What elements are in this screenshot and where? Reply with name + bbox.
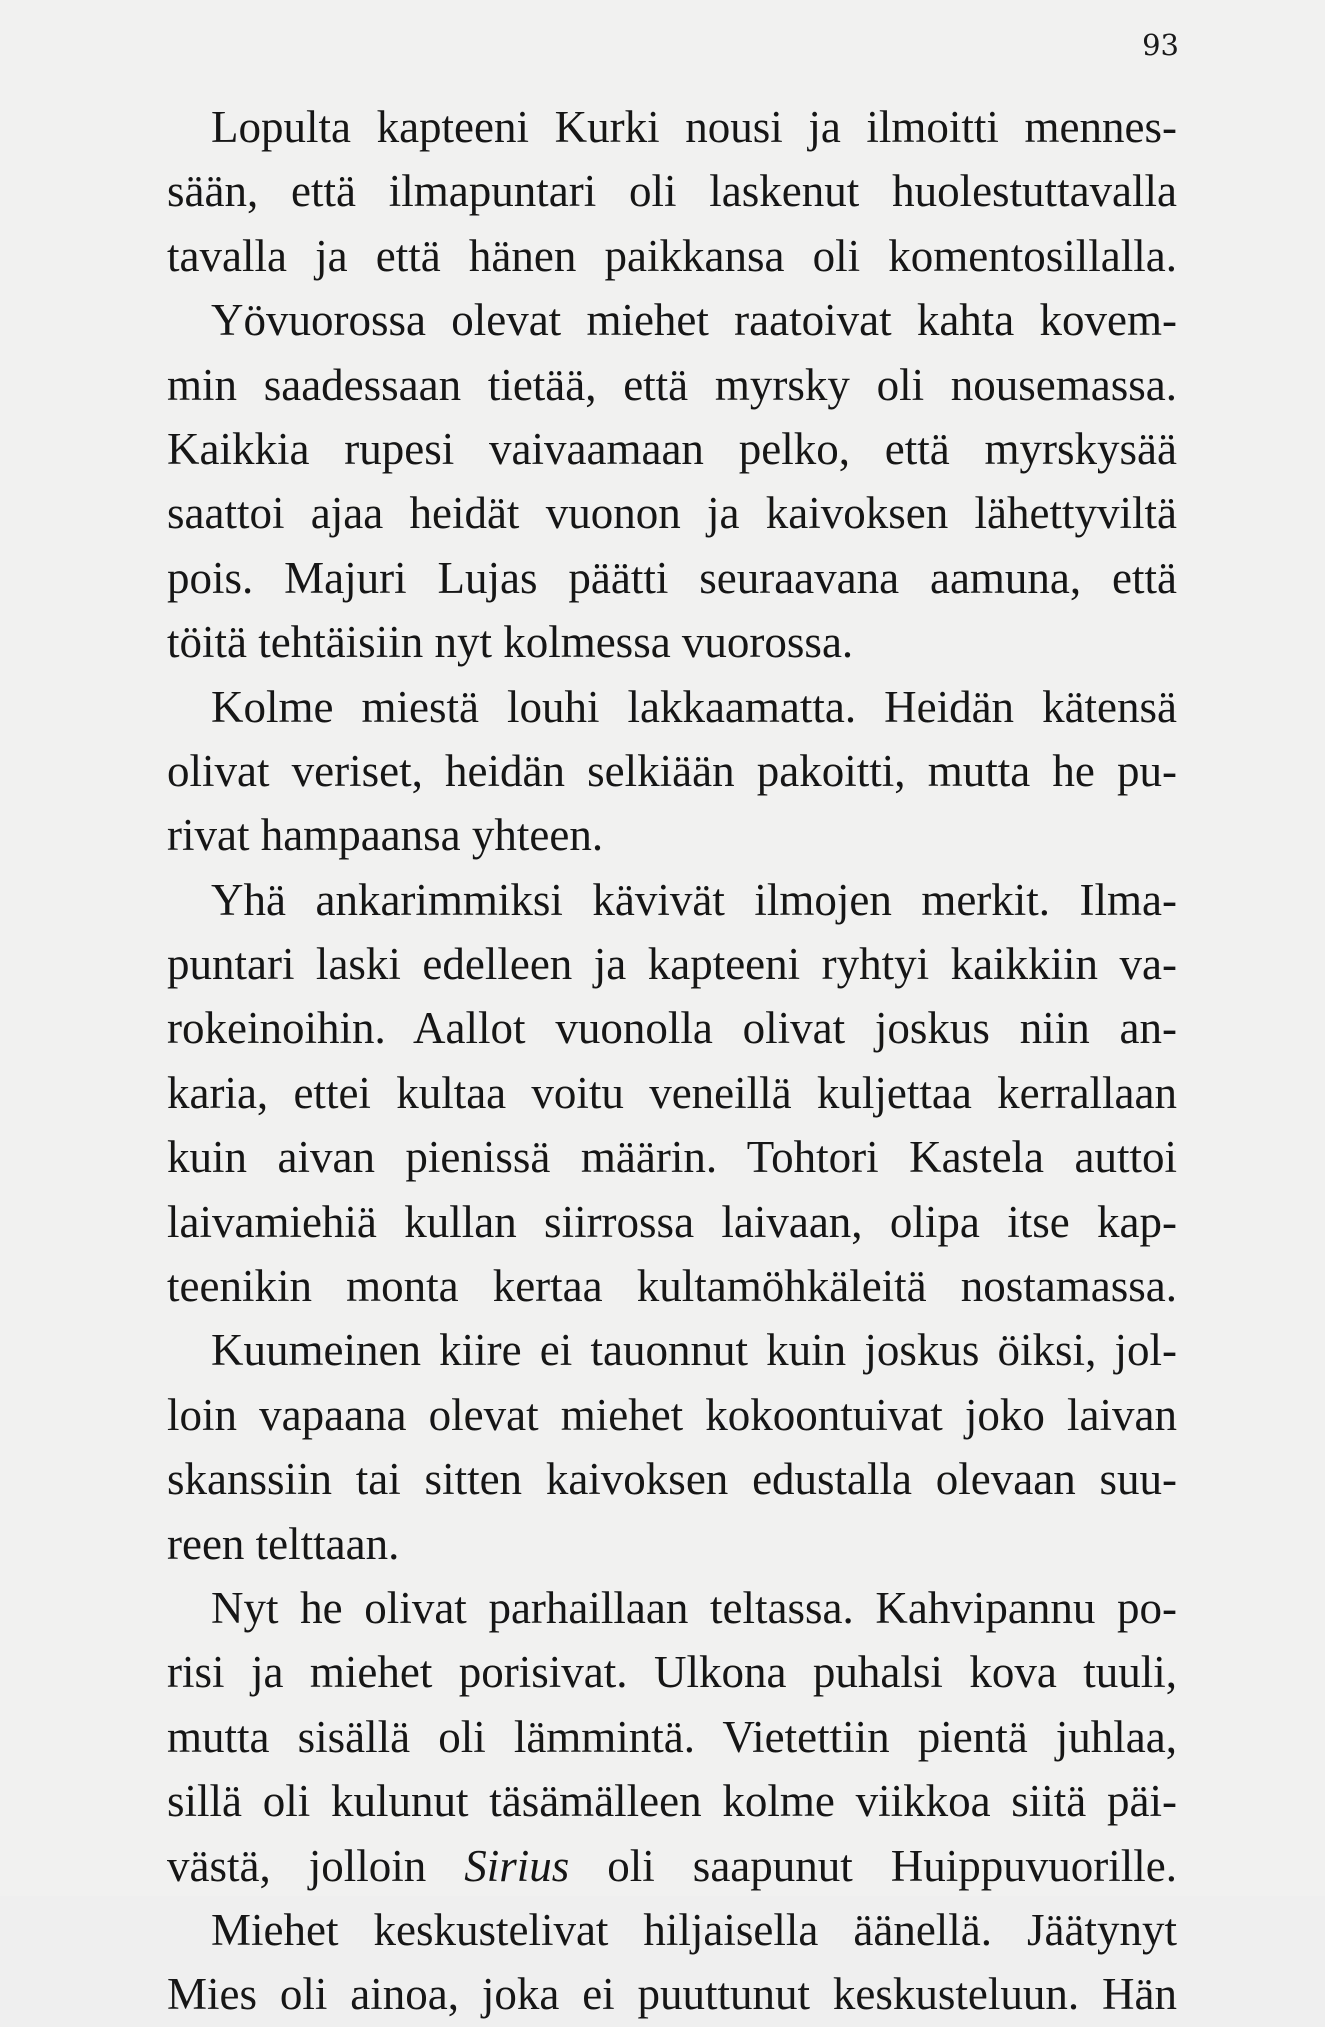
text-line: Nyt he olivat parhaillaan teltassa. Kahvipannu po- — [211, 1582, 1177, 1633]
text-line: Yhä ankarimmiksi kävivät ilmojen merkit. Ilma- — [211, 874, 1177, 925]
italic-title: Sirius — [464, 1840, 570, 1891]
text-line: skanssiin tai sitten kaivoksen edustalla olevaan suu- — [167, 1454, 1177, 1505]
text-line: Mies oli ainoa, joka ei puuttunut keskusteluun. Hän — [167, 1969, 1177, 2020]
text-line: min saadessaan tietää, että myrsky oli nousemassa. — [167, 359, 1177, 410]
text-line: töitä tehtäisiin nyt kolmessa vuorossa. — [167, 617, 854, 668]
text-line: reen telttaan. — [167, 1518, 400, 1569]
text-line: mutta sisällä oli lämmintä. Vietettiin pientä juhlaa, — [167, 1711, 1177, 1762]
text-line: pois. Majuri Lujas päätti seuraavana aamuna, että — [167, 552, 1177, 603]
text-line-with-italic — [167, 1834, 1177, 1898]
text-line: sillä oli kulunut täsämälleen kolme viikkoa siitä päi- — [167, 1776, 1177, 1827]
text-segment: västä, jolloin — [167, 1840, 427, 1891]
text-segment: oli saapunut Huippuvuorille. — [607, 1840, 1177, 1891]
page-number: 93 — [1142, 28, 1179, 62]
text-line: Lopulta kapteeni Kurki nousi ja ilmoitti mennes- — [211, 102, 1177, 152]
text-line: puntari laski edelleen ja kapteeni ryhtyi kaikkiin va- — [167, 939, 1177, 990]
text-line: kuin aivan pienissä määrin. Tohtori Kastela auttoi — [167, 1132, 1177, 1183]
text-line: Kuumeinen kiire ei tauonnut kuin joskus öiksi, jol- — [211, 1325, 1177, 1376]
text-line: Yövuorossa olevat miehet raatoivat kahta kovem- — [211, 295, 1177, 346]
text-line: risi ja miehet porisivat. Ulkona puhalsi kova tuuli, — [167, 1647, 1177, 1698]
text-line: sään, että ilmapuntari oli laskenut huolestuttavalla — [167, 166, 1177, 217]
text-line: tavalla ja että hänen paikkansa oli komentosillalla. — [167, 230, 1177, 281]
body-text — [167, 95, 1177, 2027]
text-line: Kolme miestä louhi lakkaamatta. Heidän kätensä — [211, 681, 1177, 732]
text-line: saattoi ajaa heidät vuonon ja kaivoksen lähettyviltä — [167, 488, 1177, 539]
text-line: rokeinoihin. Aallot vuonolla olivat joskus niin an- — [167, 1003, 1177, 1054]
text-line: Kaikkia rupesi vaivaamaan pelko, että myrskysää — [167, 423, 1177, 474]
text-line: loin vapaana olevat miehet kokoontuivat joko laivan — [167, 1389, 1177, 1440]
text-line: rivat hampaansa yhteen. — [167, 810, 604, 861]
text-line: Miehet keskustelivat hiljaisella äänellä. Jäätynyt — [211, 1904, 1177, 1955]
text-line: olivat veriset, heidän selkiään pakoitti, mutta he pu- — [167, 745, 1177, 796]
text-line: laivamiehiä kullan siirrossa laivaan, olipa itse kap- — [167, 1196, 1177, 1247]
text-line: karia, ettei kultaa voitu veneillä kuljettaa kerrallaan — [167, 1067, 1177, 1118]
text-line: teenikin monta kertaa kultamöhkäleitä nostamassa. — [167, 1261, 1177, 1312]
